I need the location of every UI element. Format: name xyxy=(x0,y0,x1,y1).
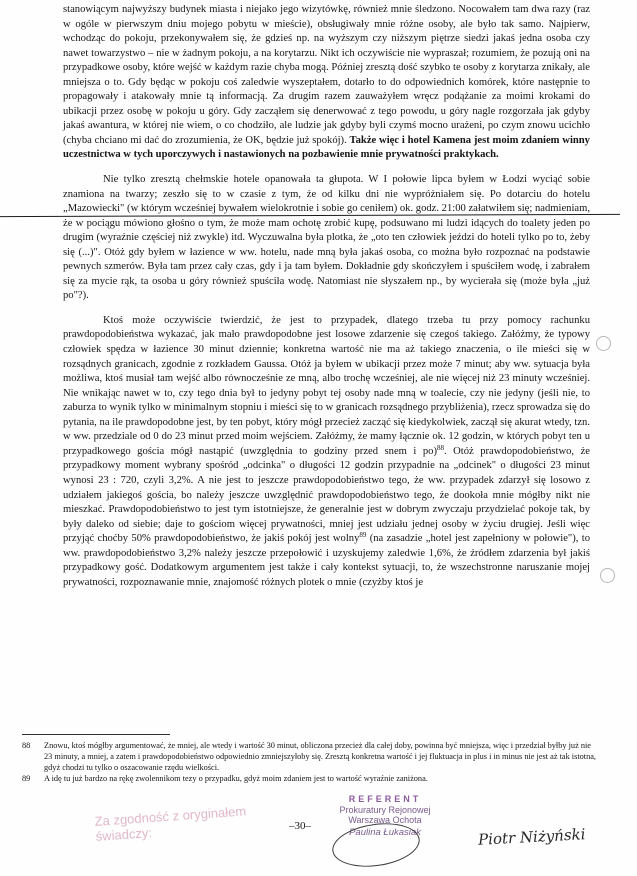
footnote-88 xyxy=(22,740,596,773)
paragraph-3 xyxy=(63,314,590,590)
stamp-line: Za zgodność z oryginałem xyxy=(94,803,247,829)
body-text xyxy=(63,3,590,590)
footnote-ref-88[interactable]: 88 xyxy=(436,443,444,452)
stamp-title: REFERENT xyxy=(348,794,422,804)
footnote-number: 88 xyxy=(22,741,31,750)
author-signature: Piotr Niżyński xyxy=(477,825,586,849)
punch-hole-mark xyxy=(600,568,615,583)
footnote-text: A idę tu już bardzo na rękę zwolennikom tezy o przypadku, gdyż moim zdaniem jest to wartość wyraźnie zaniżona. xyxy=(44,774,428,783)
stamp-line: Prokuratury Rejonowej xyxy=(339,804,431,815)
stamp-line: świadczy: xyxy=(95,824,153,844)
paragraph-1-text: stanowiącym najwyższy budynek miasta i niejako jego wizytówkę, również mnie śledzono. Nocowałem tam dwa razy (raz w ogóle w pierwszym dniu mojego pobytu w mieście), obsługiwały mnie różne osoby, ale było tak samo. Najpierw, wchodząc do pokoju, przekonywałem się, że gdzieś np. na wyższym czy niższym piętrze siedzi jakaś jedna osoba czy nawet towarzystwo – nie w żadnym pokoju, a na korytarzu. Nikt ich oczywiście nie wypraszał; rozumiem, że pozują oni na przypadkowe osoby, które wejść w każdym razie chyba mogą. Później zresztą dość szybko te osoby z korytarza znikały, ale mniejsza o to. Gdy będąc w pokoju coś zaledwie wyszeptałem, dotarło to do odpowiednich komórek, które następnie to propagowały i atakowały mnie tą informacją. Za drugim razem zauważyłem wręcz podążanie za moimi krokami do ubikacji przez osobę w pokoju u góry. Gdy zacząłem się denerwować z tego powodu, u góry nagle rozgorzała jak gdyby jakaś awantura, w której nie wiem, o co chodziło, ale ludzie jak gdyby byli czymś mocno urażeni, po czym znowu ucichło (chyba chciano mi dać do zrozumienia, że OK, będzie już spokój). xyxy=(63,4,590,146)
paragraph-2: Nie tylko zresztą chełmskie hotele opanowała ta głupota. W I połowie lipca byłem w Łodzi wyciąć sobie znamiona na twarzy; zeszło się to w czasie z tym, że od kilku dni nie wypróżniałem się. Po dotarciu do hotelu „Mazowiecki" (w którym wcześniej bywałem wielokrotnie i sobie go ceniłem) ok. godz. 21:00 załatwiłem się; nadmieniam, że w pociągu mówiono głośno o tym, że może mam ochotę zrobić kupę, podsuwano mi ludzi idących do toalety jeden po drugim (wyraźnie częściej niż zwykle) itd. Wyczuwalna była plotka, że „oto ten człowiek jeździ do hoteli tylko po to, żeby się (...)". Otóż gdy byłem w łazience w ww. hotelu, nade mną była jakaś osoba, co można było rozpoznać na podstawie pewnych szmerów. Była tam przez cały czas, gdy i ja tam byłem. Dokładnie gdy skończyłem i spuściłem wodę, i zabrałem się za mycie rąk, ta osoba u góry również spuściła wodę. Natomiast nie słyszałem np., by wycierała się (może była „już po"?). xyxy=(63,174,590,302)
certification-stamp xyxy=(94,802,266,844)
paragraph-3-text-c: (na zasadzie „hotel jest zapełniony w połowie"), to ww. prawdopodobieństwo 3,2% należy jeszcze przepołowić i uzyskujemy zaledwie 1,6%, że źródłem zdarzenia był jakiś przypadkowy gość. Dodatkowym argumentem jest także i cały kontekst sytuacji, to, że wszechstronne naruszanie mojej prywatności, rozpoznawanie mnie, znajomość różnych plotek o mnie (czyżby ktoś je xyxy=(63,533,590,588)
page-number: –30– xyxy=(289,820,311,832)
paragraph-1 xyxy=(63,3,590,163)
footnote-89 xyxy=(22,773,596,784)
paragraph-3-text-b: . Otóż prawdopodobieństwo, że przypadkowy moment wybrany spośród „odcinka" o długości 12 godzin przypadnie na „odcinek" o długości 23 minut wynosi 23 : 720, czyli 3,2%. A nie jest to jeszcze prawdopodobieństwo tego, że ww. przypadek zdarzył się losowo z udziałem jakiegoś gościa, bo należy jeszcze uwzględnić prawdopodobieństwo tego, że dookoła mnie mógłby nikt nie mieszkać. Prawdopodobieństwo to jest tym istotniejsze, że generalnie jest w dobrym zwyczaju przydzielać pokoje tak, by były daleko od siebie; daje to gościom więcej prywatności, mniej jest udziału jednej osoby w życiu drugiej. Jeśli więc przyjąć choćby 50% prawdopodobieństwo, że jakiś pokój jest wolny xyxy=(63,445,590,545)
punch-hole-mark xyxy=(596,336,611,351)
footnote-text: Znowu, ktoś mógłby argumentować, że mniej, ale wtedy i wartość 30 minut, obliczona przecież dla całej doby, powinna być mniejsza, więc i przedział byłby już nie 23 minuty, a mniej, a zatem i prawdopodobieństwo odpowiednio zmniejszyłoby się. Zresztą konkretna wartość i jej fluktuacja in plus i in minus nie jest aż tak istotna, gdyż chodzi tu tylko o oszacowanie rzędu wielkości. xyxy=(44,741,596,772)
paragraph-1-bold: Także więc i hotel Kamena jest moim zdaniem winny uczestnictwa w tych uporczywych i nastawionych na pozbawienie mnie prywatności praktykach. xyxy=(63,134,590,161)
footnote-separator xyxy=(22,734,170,735)
stamp-line: Warszawa Ochota xyxy=(348,815,422,825)
footnotes xyxy=(22,740,596,784)
stamp-name: Paulina Łukasiak xyxy=(349,826,421,838)
footnote-number: 89 xyxy=(22,774,31,783)
paragraph-3-text-a: Ktoś może oczywiście twierdzić, że jest to przypadek, dlatego trzeba tu przy pomocy rachunku prawdopodobieństwa wykazać, jak mało prawdopodobne jest losowe zdarzenie się czegoś takiego. Załóżmy, że typowy człowiek spędza w łazience 30 minut dziennie; konkretna wartość nie ma aż takiego znaczenia, o ile mieści się w rozsądnych granicach, zgodnie z rozkładem Gaussa. Otóż ja byłem w ubikacji przez może 7 minut; aby ww. sytuacja była możliwa, ktoś musiał tam wejść albo równocześnie ze mną, albo trochę wcześniej, ale nie więcej niż 23 minuty wcześniej. Nie wnikając nawet w to, czy tego dnia był to jedyny pobyt tej osoby nade mną w toalecie, czy nie jedyny (jeśli nie, to zaburza to wynik tylko w minimalnym stopniu i mieści się to w granicach rozsądnego przybliżenia), rzecz sprowadza się do pytania, na ile prawdopodobne jest, by ten pobyt, który mógł przecież zacząć się kiedykolwiek, zaczął się akurat wtedy, tzn. w ww. przedziale od 0 do 23 minut przed moim wejściem. Załóżmy, że mamy łącznie ok. 12 godzin, w których pobyt ten u przypadkowego gościa mógł nastąpić (uwzględnia to godziny przed snem i po) xyxy=(63,314,590,457)
footnote-ref-89[interactable]: 89 xyxy=(359,531,367,540)
